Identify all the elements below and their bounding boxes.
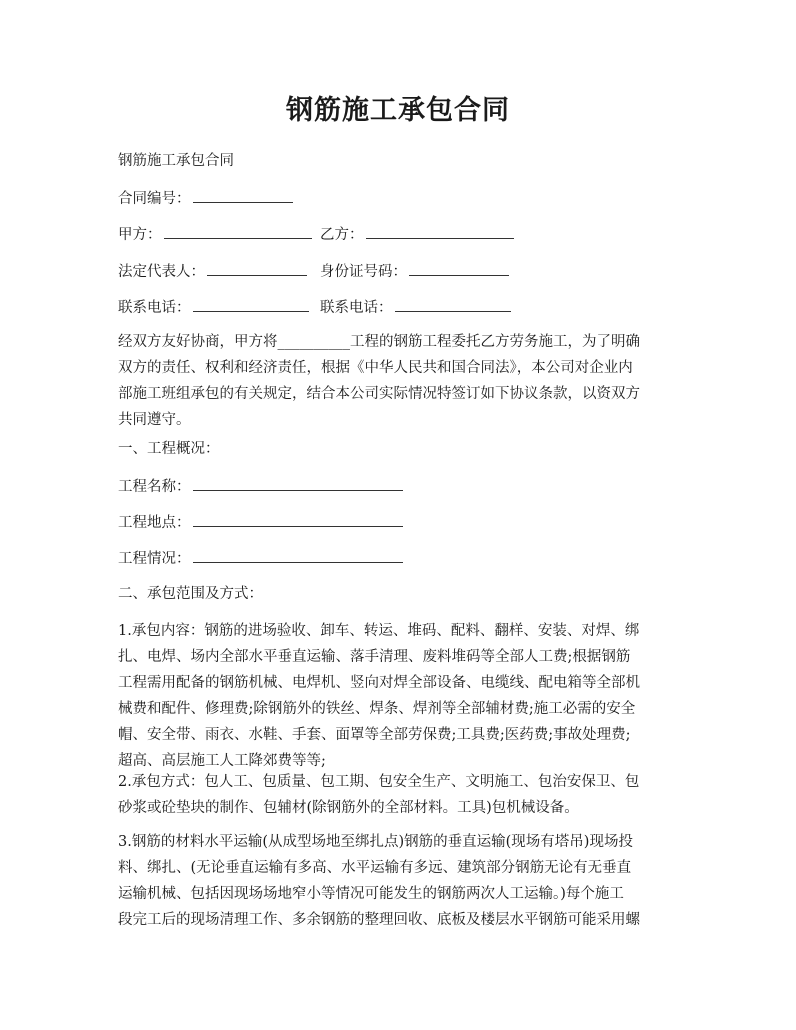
project-name-row — [118, 476, 403, 497]
party-b-blank — [366, 224, 514, 239]
legal-rep-row — [118, 261, 307, 282]
phone-row-a — [118, 297, 309, 318]
intro-paragraph — [118, 329, 684, 433]
id-number-label: 身份证号码： — [320, 264, 407, 280]
intro-line: 双方的责任、权利和经济责任，根据《中华人民共和国合同法》，本公司对企业内 — [118, 360, 633, 376]
section1-heading: 一、工程概况： — [118, 441, 220, 457]
clause-line: 2.承包方式：包人工、包质量、包工期、包安全生产、文明施工、包治安保卫、包 — [118, 774, 640, 790]
intro-line: 共同遵守。 — [118, 412, 191, 428]
intro-line: 部施工班组承包的有关规定，结合本公司实际情况特签订如下协议条款，以资双方 — [118, 386, 640, 402]
document-title: 钢筋施工承包合同 — [286, 95, 510, 126]
clause-line: 1.承包内容：钢筋的进场验收、卸车、转运、堆码、配料、翻样、安装、对焊、绑 — [118, 623, 640, 639]
clause-line: 3.钢筋的材料水平运输(从成型场地至绑扎点)钢筋的垂直运输(现场有塔吊)现场投 — [118, 834, 633, 850]
party-a-row — [118, 224, 312, 245]
section2-heading: 二、承包范围及方式： — [118, 586, 263, 602]
subtitle: 钢筋施工承包合同 — [118, 153, 234, 169]
party-b-label: 乙方： — [320, 227, 364, 243]
project-name-label: 工程名称： — [118, 479, 191, 495]
clause-1 — [118, 618, 684, 774]
project-location-row — [118, 512, 403, 533]
project-status-label: 工程情况： — [118, 551, 191, 567]
clause-line: 械费和配件、修理费;除钢筋外的铁丝、焊条、焊剂等全部辅材费;施工必需的安全 — [118, 701, 636, 717]
party-a-blank — [164, 224, 312, 239]
contract-number-label: 合同编号： — [118, 191, 191, 207]
clause-line: 料、绑扎、(无论垂直运输有多高、水平运输有多远、建筑部分钢筋无论有无垂直 — [118, 860, 632, 876]
party-b-row — [320, 224, 514, 245]
clause-line: 帽、安全带、雨衣、水鞋、手套、面罩等全部劳保费;工具费;医药费;事故处理费; — [118, 727, 631, 743]
contract-number-row — [118, 188, 293, 209]
phone-label-b: 联系电话： — [320, 300, 393, 316]
project-status-row — [118, 548, 403, 569]
clause-line: 工程需用配备的钢筋机械、电焊机、竖向对焊全部设备、电缆线、配电箱等全部机 — [118, 675, 640, 691]
phone-blank-b — [395, 297, 511, 312]
id-number-row — [320, 261, 509, 282]
phone-label-a: 联系电话： — [118, 300, 191, 316]
clause-line: 段完工后的现场清理工作、多余钢筋的整理回收、底板及楼层水平钢筋可能采用螺 — [118, 912, 640, 928]
clause-line: 砂浆或砼垫块的制作、包辅材(除钢筋外的全部材料。工具)包机械设备。 — [118, 800, 579, 816]
contract-number-blank — [193, 188, 293, 203]
phone-row-b — [320, 297, 511, 318]
clause-3 — [118, 829, 684, 933]
id-number-blank — [409, 261, 509, 276]
project-location-label: 工程地点： — [118, 515, 191, 531]
party-a-label: 甲方： — [118, 227, 162, 243]
clause-2 — [118, 769, 684, 821]
legal-rep-blank — [207, 261, 307, 276]
project-status-blank — [193, 548, 403, 563]
clause-line: 超高、高层施工人工降郊费等等; — [118, 753, 326, 769]
phone-blank-a — [193, 297, 309, 312]
intro-line: 经双方友好协商，甲方将__________工程的钢筋工程委托乙方劳务施工，为了明确 — [118, 334, 640, 350]
legal-rep-label: 法定代表人： — [118, 264, 205, 280]
clause-line: 扎、电焊、场内全部水平垂直运输、落手清理、废料堆码等全部人工费;根据钢筋 — [118, 649, 631, 665]
clause-line: 运输机械、包括因现场场地窄小等情况可能发生的钢筋两次人工运输。)每个施工 — [118, 886, 624, 902]
project-location-blank — [193, 512, 403, 527]
project-name-blank — [193, 476, 403, 491]
